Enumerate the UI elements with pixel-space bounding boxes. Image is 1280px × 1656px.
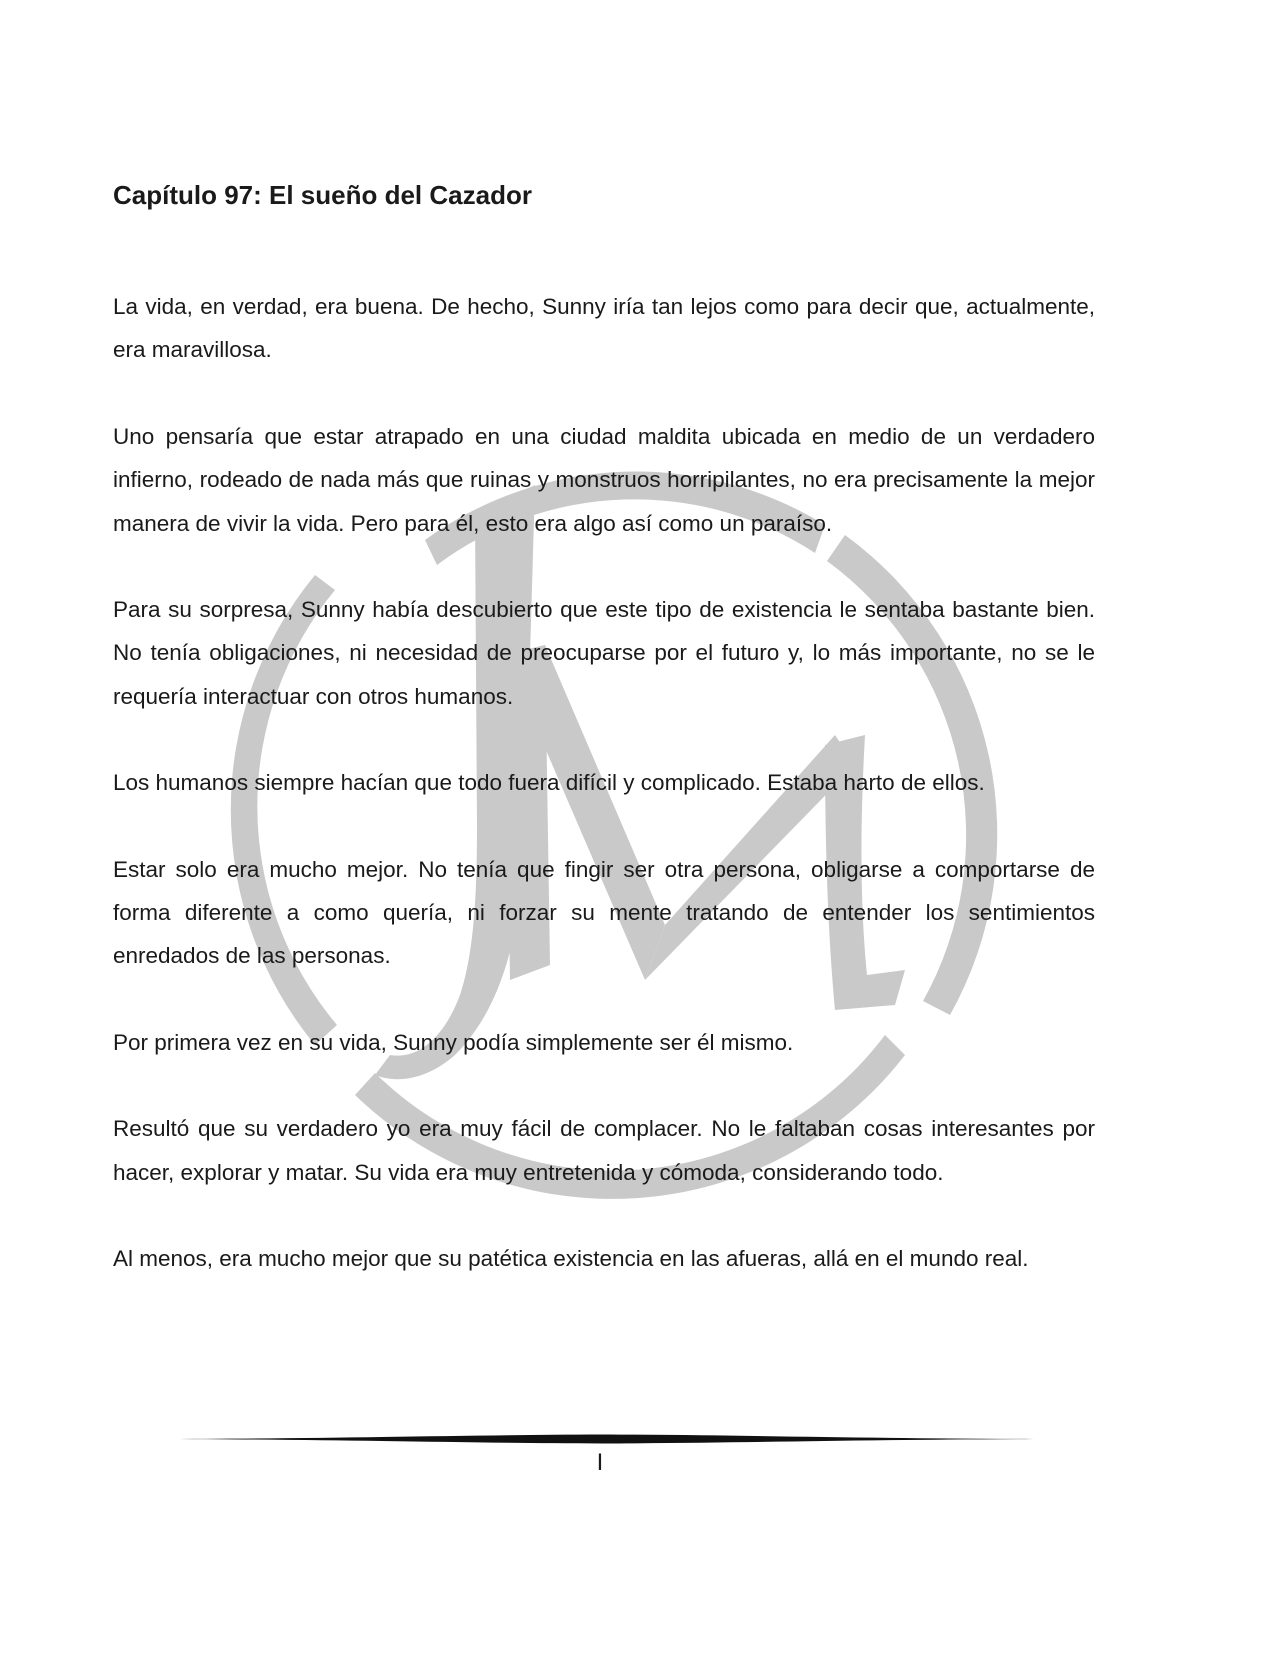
paragraph-7: Resultó que su verdadero yo era muy fácil de complacer. No le faltaban cosas interesantes por hacer, explorar y matar. Su vida era muy entretenida y cómoda, considerando todo. — [113, 1116, 1095, 1185]
paragraph-4: Los humanos siempre hacían que todo fuera difícil y complicado. Estaba harto de ellos. — [113, 770, 985, 796]
paragraph-6: Por primera vez en su vida, Sunny podía simplemente ser él mismo. — [113, 1029, 794, 1055]
document-body — [113, 175, 1095, 1324]
chapter-title: Capítulo 97: El sueño del Cazador — [113, 180, 532, 210]
page-number: I — [596, 1449, 604, 1476]
paragraph-1: La vida, en verdad, era buena. De hecho, Sunny iría tan lejos como para decir que, actualmente, era maravillosa. — [113, 294, 1095, 363]
paragraph-5: Estar solo era mucho mejor. No tenía que fingir ser otra persona, obligarse a comportarse de forma diferente a como quería, ni forzar su mente tratando de entender los sentimientos enredados de las personas. — [113, 856, 1095, 969]
paragraph-3: Para su sorpresa, Sunny había descubierto que este tipo de existencia le sentaba bastante bien. No tenía obligaciones, ni necesidad de preocuparse por el futuro y, lo más importante, no se le requería interactuar con otros humanos. — [113, 597, 1095, 709]
paragraph-8: Al menos, era mucho mejor que su patética existencia en las afueras, allá en el mundo real. — [113, 1246, 1029, 1272]
paragraph-2: Uno pensaría que estar atrapado en una ciudad maldita ubicada en medio de un verdadero infierno, rodeado de nada más que ruinas y monstruos horripilantes, no era precisamente la mejor manera de vivir la vida. Pero para él, esto era algo así como un paraíso. — [113, 423, 1095, 536]
footer-divider — [152, 1432, 1052, 1446]
